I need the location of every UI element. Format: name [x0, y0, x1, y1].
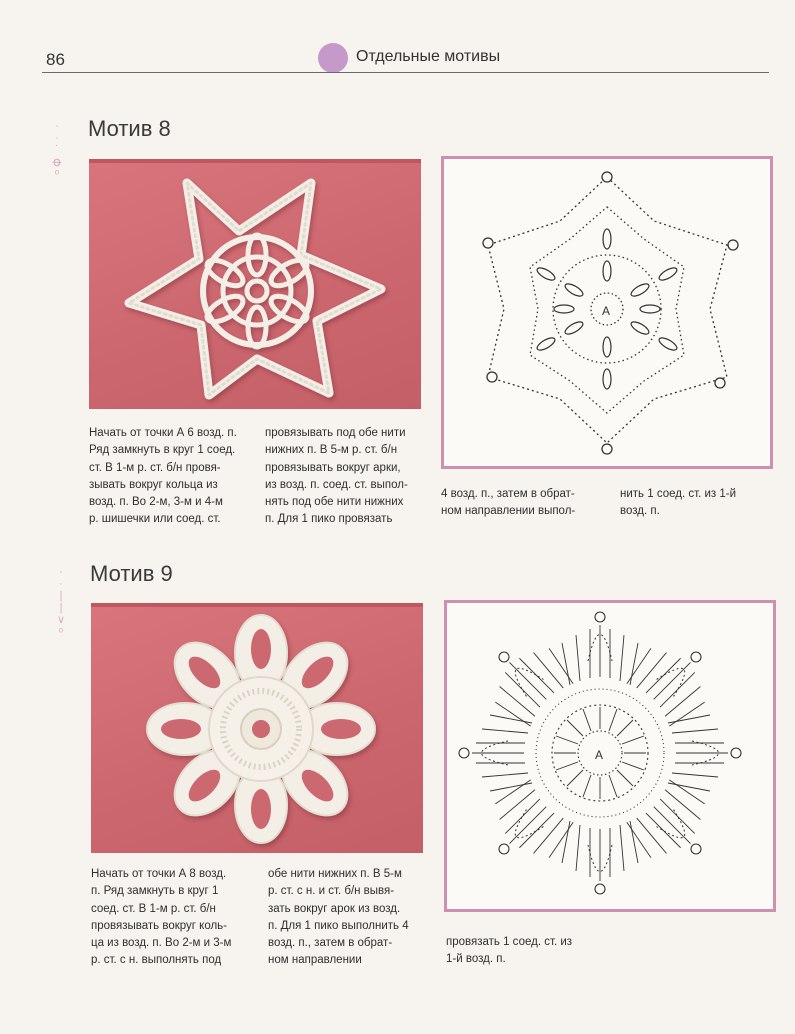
text-line: 1-й возд. п. — [446, 953, 506, 966]
text-line: 4 возд. п., затем в обрат- — [441, 488, 575, 500]
text-line: провязать 1 соед. ст. из — [446, 936, 573, 948]
motif9-text-col3 — [446, 934, 626, 969]
text-line: возд. п. Во 2-м, 3-м и 4-м — [89, 496, 223, 509]
motif9-crochet-image — [91, 607, 423, 853]
text-line: возд. п. — [620, 505, 660, 518]
motif9-diagram-label: A — [595, 748, 604, 762]
motif9-photo — [91, 603, 423, 853]
chapter-title: Отдельные мотивы — [356, 48, 501, 65]
text-line: ном направлении выпол- — [441, 505, 576, 518]
motif8-text-col3 — [441, 486, 611, 521]
text-line: зать вокруг арок из возд. — [268, 902, 401, 915]
motif8-diagram-label: A — [602, 304, 611, 318]
text-line: р. ст. с н. и ст. б/н вывя- — [268, 885, 395, 898]
chapter-marker — [318, 43, 348, 73]
text-line: обе нити нижних п. В 5-м — [268, 868, 402, 880]
motif8-text-col2 — [265, 425, 435, 529]
text-line: соед. ст. В 1-м р. ст. б/н — [91, 902, 216, 915]
motif9-title: Мотив 9 — [90, 561, 173, 586]
page-number: 86 — [46, 50, 65, 69]
text-line: р. ст. с н. выполнять под — [91, 954, 222, 967]
text-line: п. Для 1 пико выполнить 4 — [268, 919, 409, 932]
motif8-text-col1 — [89, 425, 259, 529]
text-line: нижних п. В 5-м р. ст. б/н — [265, 444, 398, 457]
text-line: п. Для 1 пико провязать — [265, 513, 393, 526]
text-line: провязывать вокруг арки, — [265, 461, 401, 474]
motif8-text-col4 — [620, 486, 770, 521]
motif8-chart — [444, 159, 770, 466]
text-line: ном направлении — [268, 954, 362, 967]
text-line: п. Ряд замкнуть в круг 1 — [91, 885, 219, 898]
side-marks: · · | | ∨ ᵒ — [56, 566, 66, 638]
motif9-chart — [447, 603, 773, 909]
side-marks: · · ˙ ꝋ ᵒ — [52, 120, 62, 180]
text-line: провязывать под обе нити — [265, 427, 406, 439]
motif8-photo — [89, 159, 421, 409]
motif8-diagram — [441, 156, 773, 469]
text-line: Начать от точки А 6 возд. п. — [89, 427, 237, 439]
motif9-text-col2 — [268, 866, 438, 970]
text-line: зывать вокруг кольца из — [89, 478, 218, 491]
text-line: из возд. п. соед. ст. выпол- — [265, 478, 408, 491]
text-line: провязывать вокруг коль- — [91, 919, 227, 932]
motif9-diagram — [444, 600, 776, 912]
text-line: нять под обе нити нижних — [265, 496, 404, 509]
text-line: нить 1 соед. ст. из 1-й — [620, 488, 737, 500]
text-line: р. шишечки или соед. ст. — [89, 513, 221, 526]
text-line: Ряд замкнуть в круг 1 соед. — [89, 444, 236, 457]
motif9-text-col1 — [91, 866, 261, 970]
text-line: Начать от точки А 8 возд. — [91, 868, 227, 880]
header-rule — [42, 72, 769, 73]
text-line: ст. В 1-м р. ст. б/н провя- — [89, 461, 221, 474]
motif8-title: Мотив 8 — [88, 116, 171, 141]
motif8-crochet-image — [89, 163, 421, 409]
text-line: возд. п., затем в обрат- — [268, 937, 393, 950]
text-line: ца из возд. п. Во 2-м и 3-м — [91, 937, 232, 950]
